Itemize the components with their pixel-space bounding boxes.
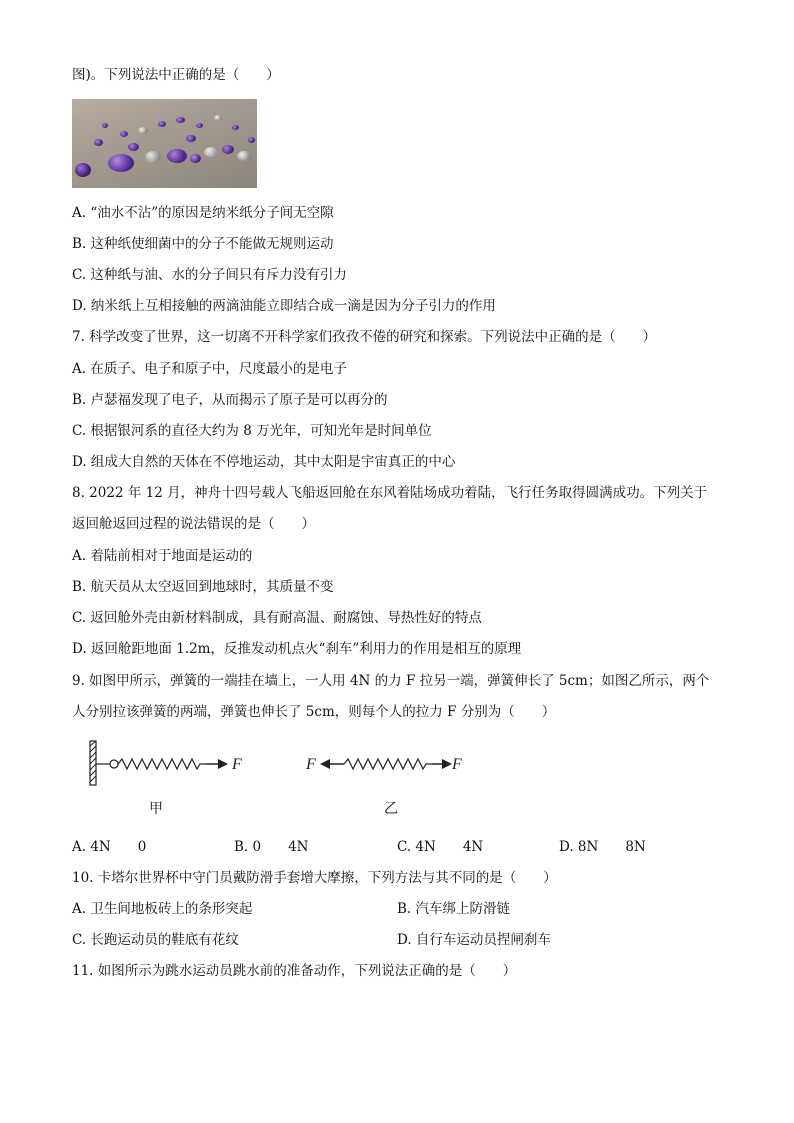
spring-figure-yi [306,748,470,782]
force-label-f-left: F [306,756,316,773]
arrow-right-icon [218,759,228,769]
q8-stem-line2: 返回舱返回过程的说法错误的是（ ） [72,516,315,532]
force-label-f: F [232,756,242,773]
q6-option-a: A. “油水不沾”的原因是纳米纸分子间无空隙 [72,205,334,221]
q10-stem: 10. 卡塔尔世界杯中守门员戴防滑手套增大摩擦，下列方法与其不同的是（ ） [72,870,557,886]
q6-option-b: B. 这种纸使细菌中的分子不能做无规则运动 [72,236,334,252]
q8-option-a: A. 着陆前相对于地面是运动的 [72,548,253,564]
q10-option-d: D. 自行车运动员捏闸刹车 [397,932,551,948]
q6-stem-end: 图)。下列说法中正确的是（ ） [72,67,280,83]
spring-figure-jia [86,738,246,788]
q8-stem-line1: 8. 2022 年 12 月，神舟十四号载人飞船返回舱在东风着陆场成功着陆，飞行任务取得圆满成功。下列关于 [72,485,708,501]
fig-label-yi: 乙 [384,801,398,817]
spring-hook [110,760,118,768]
nano-paper-droplets-photo [72,99,257,188]
q9-option-a: A. 4N 0 [72,839,147,855]
q9-option-c: C. 4N 4N [397,839,484,855]
q9-stem-line2: 人分别拉该弹簧的两端，弹簧也伸长了 5cm，则每个人的拉力 F 分别为（ ） [72,704,556,720]
q9-stem-line1: 9. 如图甲所示，弹簧的一端挂在墙上，一人用 4N 的力 F 拉另一端，弹簧伸长了 5cm；如图乙所示，两个 [72,673,710,689]
spring-coil [118,759,206,769]
q11-stem: 11. 如图所示为跳水运动员跳水前的准备动作，下列说法正确的是（ ） [72,963,517,979]
q7-stem: 7. 科学改变了世界，这一切离不开科学家们孜孜不倦的研究和探索。下列说法中正确的是（ ） [72,329,657,345]
q8-option-d: D. 返回舱距地面 1.2m，反推发动机点火“刹车”利用力的作用是相互的原理 [72,641,522,657]
q8-option-b: B. 航天员从太空返回到地球时，其质量不变 [72,579,334,595]
q7-option-a: A. 在质子、电子和原子中，尺度最小的是电子 [72,361,347,377]
arrow-right-icon [442,759,452,769]
q6-option-c: C. 这种纸与油、水的分子间只有斥力没有引力 [72,267,347,283]
q7-option-b: B. 卢瑟福发现了电子，从而揭示了原子是可以再分的 [72,392,388,408]
q10-option-c: C. 长跑运动员的鞋底有花纹 [72,932,239,948]
arrow-left-icon [320,759,330,769]
q8-option-c: C. 返回舱外壳由新材料制成，具有耐高温、耐腐蚀、导热性好的特点 [72,610,482,626]
q7-option-d: D. 组成大自然的天体在不停地运动，其中太阳是宇宙真正的中心 [72,454,456,470]
fig-label-jia: 甲 [149,801,163,817]
q9-option-b: B. 0 4N [234,839,309,855]
q10-option-b: B. 汽车绑上防滑链 [397,901,511,917]
q10-option-a: A. 卫生间地板砖上的条形突起 [72,901,253,917]
q9-option-d: D. 8N 8N [559,839,646,855]
q7-option-c: C. 根据银河系的直径大约为 8 万光年，可知光年是时间单位 [72,423,432,439]
q6-option-d: D. 纳米纸上互相接触的两滴油能立即结合成一滴是因为分子引力的作用 [72,298,496,314]
force-label-f-right: F [452,756,462,773]
spring-coil [344,759,432,769]
